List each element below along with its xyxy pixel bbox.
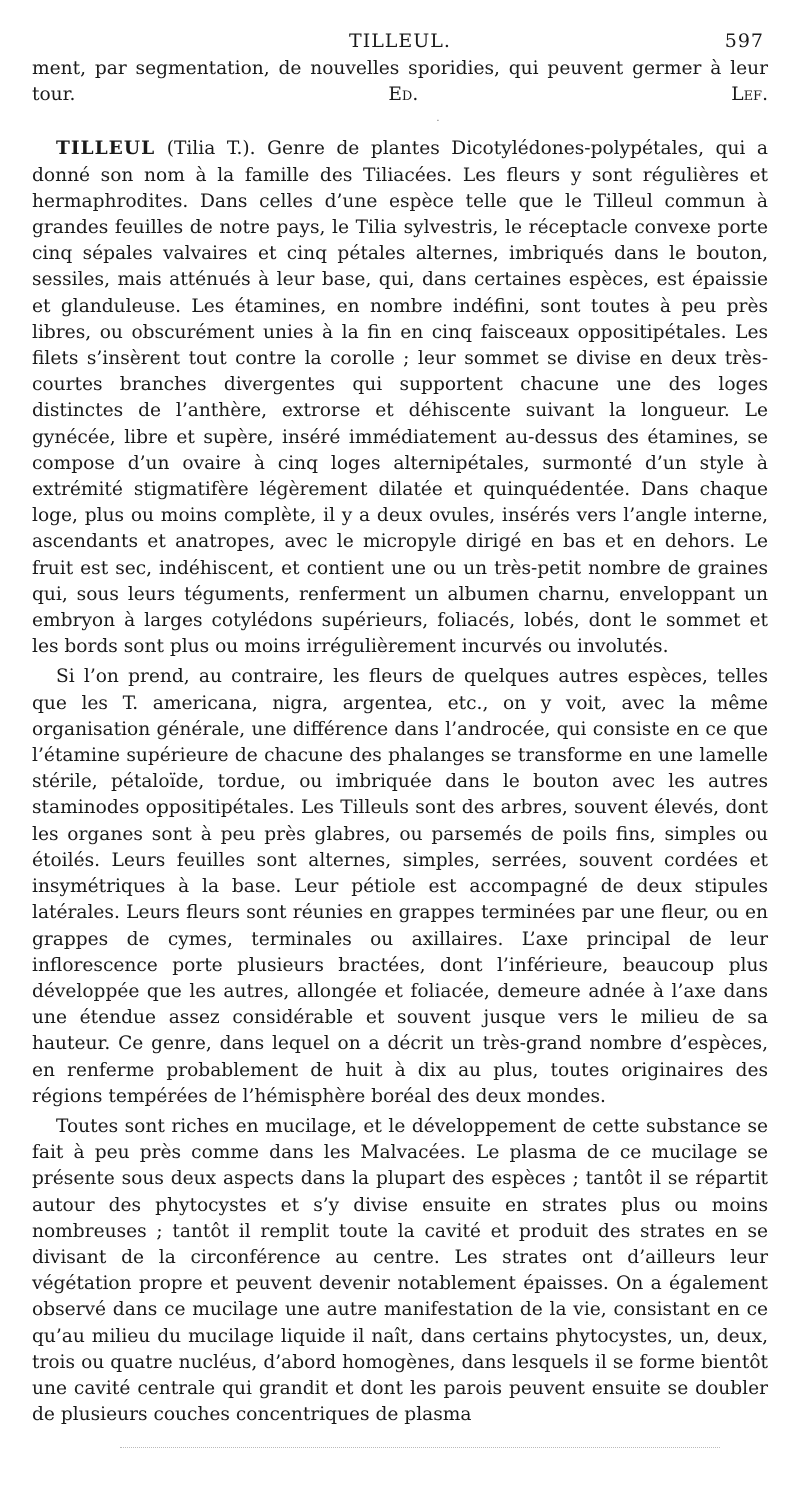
article-paragraph-2 — [32, 664, 768, 1109]
article-paragraph-3 — [32, 1114, 768, 1428]
previous-article-ending — [32, 56, 768, 108]
entry-headword: TILLEUL — [56, 138, 156, 160]
article-tilleul — [32, 136, 768, 1428]
running-head-title: TILLEUL. — [349, 30, 451, 52]
running-head — [32, 30, 768, 56]
section-separator: · — [436, 116, 440, 128]
paragraph-1-text: (Tilia T.). Genre de plantes Dicotylédones-polypétales, qui a donné son nom à la famille des Tiliacées. Les fleurs y sont régulières et hermaphrodites. Dans celles d’une espèce telle que le Tilleul commun à grandes feuilles de notre pays, le Tilia sylvestris, le réceptacle convexe porte cinq sépales valvaires et cinq pétales alternes, imbriqués dans le bouton, sessiles, mais atténués à leur base, qui, dans certaines espèces, est épaissie et glanduleuse. Les étamines, en nombre indéfini, sont toutes à peu près libres, ou obscurément unies à la fin en cinq faisceaux oppositipétales. Les filets s’insèrent tout contre la corolle ; leur sommet se divise en deux très-courtes branches divergentes qui supportent chacune une des loges distinctes de l’anthère, extrorse et déhiscente suivant la longueur. Le gynécée, libre et supère, inséré immédiatement au-dessus des étamines, se compose d’un ovaire à cinq loges alternipétales, surmonté d’un style à extrémité stigmatifère légèrement dilatée et quinquédentée. Dans chaque loge, plus ou moins complète, il y a deux ovules, insérés vers l’angle interne, ascendants et anatropes, avec le micropyle dirigé en bas et en dehors. Le fruit est sec, indéhiscent, et contient une ou un très-petit nombre de graines qui, sous leurs téguments, renferment un albumen charnu, enveloppant un embryon à larges cotylédons supérieurs, foliacés, lobés, dont le sommet et les bords sont plus ou moins irrégulièrement incurvés ou involutés. — [32, 138, 768, 658]
article-paragraph-1 — [32, 136, 768, 660]
page-number: 597 — [724, 30, 764, 52]
paragraph-2-text: Si l’on prend, au contraire, les fleurs de quelques autres espèces, telles que les T. americana, nigra, argentea, etc., on y voit, avec la même organisation générale, une différence dans l’androcée, qui consiste en ce que l’étamine supérieure de chacune des phalanges se transforme en une lamelle stérile, pétaloïde, tordue, ou imbriquée dans le bouton avec les autres staminodes oppositipétales. Les Tilleuls sont des arbres, souvent élevés, dont les organes sont à peu près glabres, ou parsemés de poils fins, simples ou étoilés. Leurs feuilles sont alternes, simples, serrées, souvent cordées et insymétriques à la base. Leur pétiole est accompagné de deux stipules latérales. Leurs fleurs sont réunies en grappes terminées par une fleur, ou en grappes de cymes, terminales ou axillaires. L’axe principal de leur inflorescence porte plusieurs bractées, dont l’inférieure, beaucoup plus développée que les autres, allongée et foliacée, demeure adnée à l’axe dans une étendue assez considérable et souvent jusque vers le milieu de sa hauteur. Ce genre, dans lequel on a décrit un très-grand nombre d’espèces, en renferme probablement de huit à dix au plus, toutes originaires des régions tempérées de l’hémisphère boréal des deux mondes. — [32, 666, 768, 1107]
paragraph-3-text: Toutes sont riches en mucilage, et le développement de cette substance se fait à peu près comme dans les Malvacées. Le plasma de ce mucilage se présente sous deux aspects dans la plupart des espèces ; tantôt il se répartit autour des phytocystes et s’y divise ensuite en strates plus ou moins nombreuses ; tantôt il remplit toute la cavité et produit des strates en se divisant de la circonférence au centre. Les strates ont d’ailleurs leur végétation propre et peuvent devenir notablement épaisses. On a également observé dans ce mucilage une autre manifestation de la vie, consistant en ce qu’au milieu du mucilage liquide il naît, dans certains phytocystes, un, deux, trois ou quatre nucléus, d’abord homogènes, dans lesquels il se forme bientôt une cavité centrale qui grandit et dont les parois peuvent ensuite se doubler de plusieurs couches concentriques de plasma — [32, 1115, 768, 1426]
previous-article-text: ment, par segmentation, de nouvelles sporidies, qui peuvent germer à leur tour. — [32, 58, 768, 106]
page — [32, 30, 768, 1428]
author-signature: Ed. Lef. — [388, 84, 768, 106]
footer-rule — [120, 1447, 720, 1448]
